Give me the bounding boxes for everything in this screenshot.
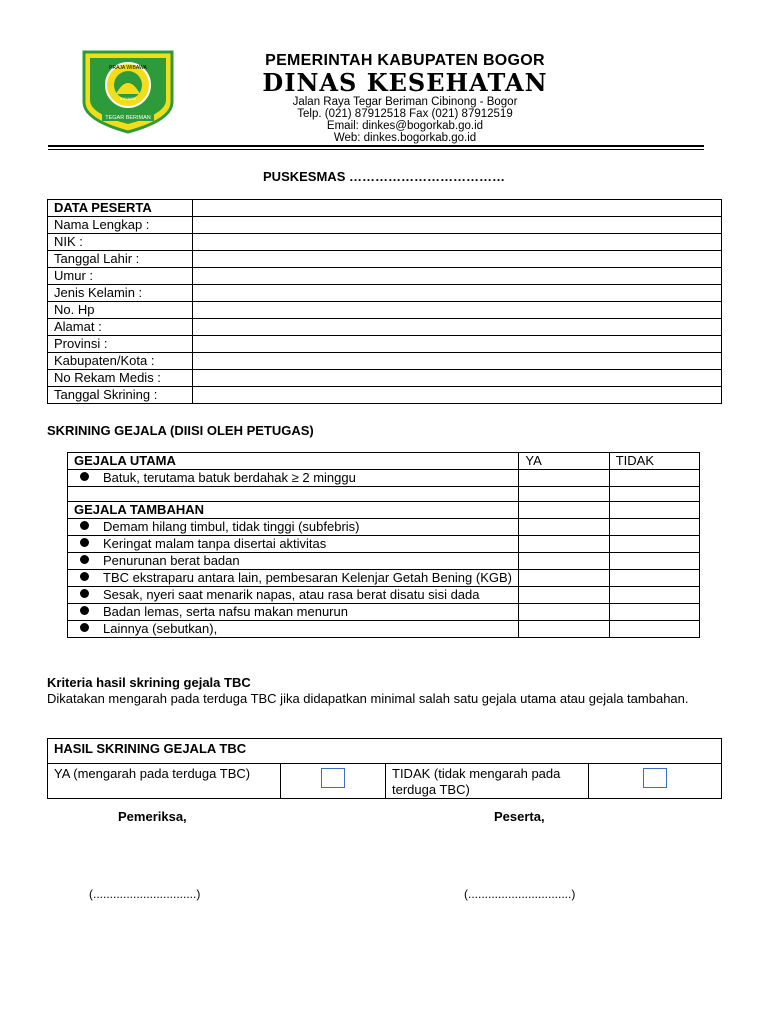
field-value-cell[interactable]: [193, 370, 722, 387]
field-label: Kabupaten/Kota :: [48, 353, 193, 370]
field-value-cell[interactable]: [193, 251, 722, 268]
no-cell[interactable]: [609, 519, 699, 536]
table-row: [48, 302, 722, 319]
field-value-cell[interactable]: [193, 353, 722, 370]
result-no-label: TIDAK (tidak mengarah pada terduga TBC): [386, 764, 589, 799]
field-value-cell[interactable]: [193, 319, 722, 336]
letterhead-divider: [48, 145, 704, 147]
field-label: Nama Lengkap :: [48, 217, 193, 234]
symptom-cell: [68, 536, 519, 553]
field-label: Provinsi :: [48, 336, 193, 353]
table-row: [68, 570, 700, 587]
symptom-cell: [68, 470, 519, 487]
table-row: [68, 604, 700, 621]
table-row: [68, 536, 700, 553]
letterhead-government: PEMERINTAH KABUPATEN BOGOR: [265, 52, 545, 69]
yes-cell[interactable]: [519, 604, 609, 621]
no-column-header: TIDAK: [609, 453, 699, 470]
table-row: [48, 268, 722, 285]
logo-inner-text: KAYAGA: [120, 96, 136, 101]
table-row: [48, 370, 722, 387]
field-value-cell[interactable]: [193, 285, 722, 302]
field-value-cell[interactable]: [193, 302, 722, 319]
bullet-icon: [80, 538, 89, 547]
field-value-cell[interactable]: [193, 336, 722, 353]
symptom-cell: [68, 570, 519, 587]
field-value-cell[interactable]: [193, 217, 722, 234]
table-row: [48, 251, 722, 268]
list-item: [74, 536, 512, 552]
result-yes-label: YA (mengarah pada terduga TBC): [48, 764, 281, 799]
table-row: [48, 234, 722, 251]
symptom-cell: [68, 553, 519, 570]
bogor-regency-logo: [80, 50, 176, 134]
field-label: No Rekam Medis :: [48, 370, 193, 387]
yes-cell[interactable]: [519, 536, 609, 553]
yes-cell[interactable]: [519, 470, 609, 487]
table-row: [48, 764, 722, 799]
list-item: [74, 587, 512, 603]
bullet-icon: [80, 623, 89, 632]
field-value-cell[interactable]: [193, 234, 722, 251]
main-symptom-header: GEJALA UTAMA: [68, 453, 519, 470]
no-cell[interactable]: [609, 570, 699, 587]
list-item: [74, 553, 512, 569]
result-yes-cell: [281, 764, 386, 799]
symptom-label: Sesak, nyeri saat menarik napas, atau rasa berat disatu sisi dada: [103, 587, 480, 602]
no-cell[interactable]: [609, 587, 699, 604]
table-row: [68, 519, 700, 536]
list-item: [74, 470, 512, 486]
field-label: Alamat :: [48, 319, 193, 336]
symptom-cell: [68, 621, 519, 638]
table-row: [48, 285, 722, 302]
participant-data-header-blank: [193, 200, 722, 217]
field-value-cell[interactable]: [193, 387, 722, 404]
field-label: No. Hp: [48, 302, 193, 319]
examiner-signature-line[interactable]: (...............................): [89, 887, 201, 901]
result-no-cell: [589, 764, 722, 799]
list-item: [74, 570, 512, 586]
screening-result-table: [47, 738, 722, 799]
table-row: [48, 319, 722, 336]
field-label: Tanggal Lahir :: [48, 251, 193, 268]
table-row: [68, 587, 700, 604]
field-label: Jenis Kelamin :: [48, 285, 193, 302]
symptom-table: [67, 452, 700, 638]
participant-data-title: DATA PESERTA: [48, 200, 193, 217]
list-item: [74, 604, 512, 620]
symptom-cell: [68, 519, 519, 536]
letterhead-email: Email: dinkes@bogorkab.go.id: [326, 120, 484, 132]
symptom-label: Lainnya (sebutkan),: [103, 621, 218, 636]
field-label: Umur :: [48, 268, 193, 285]
letterhead-web: Web: dinkes.bogorkab.go.id: [333, 132, 477, 144]
table-row: [68, 621, 700, 638]
symptom-label: Badan lemas, serta nafsu makan menurun: [103, 604, 348, 619]
list-item: [74, 621, 512, 637]
table-row: [48, 217, 722, 234]
additional-symptom-header: GEJALA TAMBAHAN: [68, 502, 519, 519]
symptom-label: Batuk, terutama batuk berdahak ≥ 2 minggu: [103, 470, 356, 485]
yes-cell[interactable]: [519, 621, 609, 638]
criteria-title: Kriteria hasil skrining gejala TBC: [47, 675, 251, 690]
yes-cell[interactable]: [519, 587, 609, 604]
yes-checkbox[interactable]: [321, 768, 345, 788]
symptom-cell: [68, 587, 519, 604]
table-header-row: [68, 453, 700, 470]
letterhead-divider-thin: [48, 149, 704, 150]
table-header-row: [48, 200, 722, 217]
no-cell[interactable]: [609, 487, 699, 502]
table-row: [48, 387, 722, 404]
table-row: [68, 502, 700, 519]
letterhead-address: Jalan Raya Tegar Beriman Cibinong - Bogor: [292, 96, 518, 108]
bullet-icon: [80, 555, 89, 564]
no-cell[interactable]: [609, 470, 699, 487]
symptom-label: TBC ekstraparu antara lain, pembesaran Kelenjar Getah Bening (KGB): [103, 570, 512, 585]
no-cell[interactable]: [609, 604, 699, 621]
bullet-icon: [80, 589, 89, 598]
letterhead-agency: DINAS KESEHATAN: [262, 68, 548, 97]
participant-data-table: [47, 199, 722, 404]
logo-band-text: PRAJA WIBAWA: [109, 65, 147, 71]
letterhead-phone: Telp. (021) 87912518 Fax (021) 87912519: [297, 108, 513, 120]
field-value-cell[interactable]: [193, 268, 722, 285]
criteria-text: Dikatakan mengarah pada terduga TBC jika didapatkan minimal salah satu gejala utama atau gejala tambahan.: [47, 691, 689, 706]
result-title: HASIL SKRINING GEJALA TBC: [48, 739, 722, 764]
examiner-label: Pemeriksa,: [118, 809, 187, 824]
symptom-screening-title: SKRINING GEJALA (DIISI OLEH PETUGAS): [47, 423, 314, 438]
yes-cell[interactable]: [519, 502, 609, 519]
logo-motto: TEGAR BERIMAN: [105, 115, 151, 121]
field-label: Tanggal Skrining :: [48, 387, 193, 404]
table-header-row: [48, 739, 722, 764]
table-row: [68, 487, 700, 502]
yes-cell[interactable]: [519, 487, 609, 502]
field-label: NIK :: [48, 234, 193, 251]
symptom-cell: [68, 604, 519, 621]
no-cell[interactable]: [609, 553, 699, 570]
yes-cell[interactable]: [519, 519, 609, 536]
table-row: [68, 553, 700, 570]
table-row: [48, 336, 722, 353]
puskesmas-label: PUSKESMAS ………………………………: [263, 169, 505, 184]
no-checkbox[interactable]: [643, 768, 667, 788]
symptom-label: Keringat malam tanpa disertai aktivitas: [103, 536, 327, 551]
no-cell[interactable]: [609, 621, 699, 638]
symptom-label: Penurunan berat badan: [103, 553, 240, 568]
blank-cell: [68, 487, 519, 502]
no-cell[interactable]: [609, 502, 699, 519]
table-row: [68, 470, 700, 487]
participant-label: Peserta,: [494, 809, 545, 824]
bullet-icon: [80, 606, 89, 615]
symptom-label: Demam hilang timbul, tidak tinggi (subfebris): [103, 519, 360, 534]
no-cell[interactable]: [609, 536, 699, 553]
yes-column-header: YA: [519, 453, 609, 470]
bullet-icon: [80, 472, 89, 481]
yes-cell[interactable]: [519, 570, 609, 587]
yes-cell[interactable]: [519, 553, 609, 570]
bullet-icon: [80, 521, 89, 530]
list-item: [74, 519, 512, 535]
participant-signature-line[interactable]: (...............................): [464, 887, 576, 901]
bullet-icon: [80, 572, 89, 581]
table-row: [48, 353, 722, 370]
